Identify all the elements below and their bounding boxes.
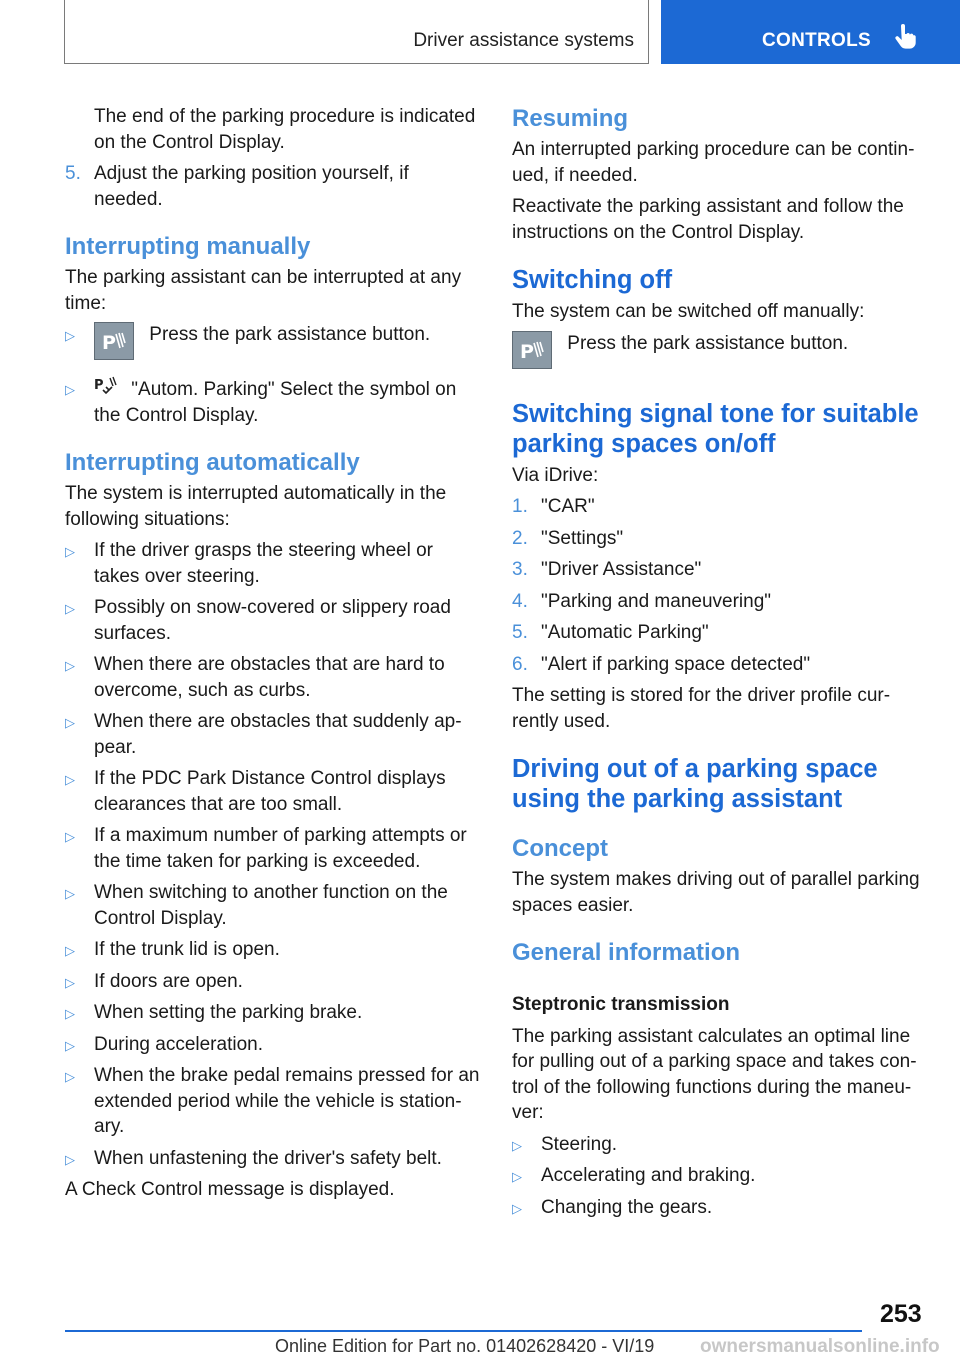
triangle-bullet-icon: ▷ [65,943,75,958]
list-item [512,526,927,552]
subheading-steptronic: Steptronic transmission [512,994,730,1015]
list-item [65,376,480,428]
list-item [65,969,480,995]
list-item-text: When the brake pedal remains pressed for an extended period while the vehicle is stationary. [94,1065,480,1137]
triangle-bullet-icon: ▷ [65,328,75,343]
step-text: "Settings" [541,527,624,549]
list-item-text: Changing the gears. [541,1196,713,1218]
section-heading-signal-tone: Switching signal tone for suitable parking spaces on/off [512,399,919,458]
automatic-intro-text: The system is interrupted automatically in the following situations: [65,483,447,530]
list-item-text: If the PDC Park Distance Control displays clearances that are too small. [94,768,446,815]
list-item [65,161,480,212]
list-item [512,1163,927,1189]
resuming-paragraph-2: Reactivate the parking assistant and follow the instructions on the Control Display. [512,196,904,243]
list-item-text: During acceleration. [94,1033,263,1055]
footer-edition-text: Online Edition for Part no. 01402628420 - VI/19 [275,1336,655,1356]
step-number: 6. [512,653,528,675]
automatic-conditions-list [65,538,480,1171]
triangle-bullet-icon: ▷ [65,715,75,730]
triangle-bullet-icon: ▷ [65,886,75,901]
svg-text:P: P [94,378,104,393]
svg-text:P: P [520,340,534,363]
list-item-text: "Autom. Parking" Select the symbol on the Control Display. [94,379,457,426]
list-item [512,1132,927,1158]
triangle-bullet-icon: ▷ [65,382,75,397]
list-item [512,557,927,583]
step-list-continued [65,161,480,212]
list-item [65,823,480,874]
step-text: "Parking and maneuvering" [541,590,772,612]
left-column [65,104,480,1209]
section-heading-general-information: General information [512,939,741,966]
list-item-text: When setting the parking brake. [94,1002,363,1023]
step-text: "CAR" [541,496,595,517]
list-item [65,709,480,760]
triangle-bullet-icon: ▷ [65,829,75,844]
list-item-text: If the trunk lid is open. [94,939,280,960]
triangle-bullet-icon: ▷ [65,1006,75,1021]
list-item [65,595,480,646]
watermark-text: ownersmanualsonline.info [700,1336,940,1357]
park-assist-button-icon [512,331,552,369]
list-item [65,880,480,931]
switching-off-text: The system can be switched off manually: [512,301,865,322]
manual-options-list [65,322,480,428]
triangle-bullet-icon: ▷ [512,1169,522,1184]
list-item [512,589,927,615]
triangle-bullet-icon: ▷ [65,658,75,673]
triangle-bullet-icon: ▷ [512,1200,522,1216]
step-text: "Automatic Parking" [541,622,709,643]
idrive-steps-list [512,494,927,677]
resuming-paragraph-1: An interrupted parking procedure can be continued, if needed. [512,139,915,186]
page-number: 253 [880,1300,922,1328]
list-item-text: If the driver grasps the steering wheel or takes over steering. [94,540,434,587]
list-item-text: Press the park assistance button. [149,324,431,345]
intro-paragraph: The end of the parking procedure is indicated on the Control Display. [94,106,476,153]
svg-text:P: P [102,332,116,354]
list-item [512,1195,927,1221]
list-item [65,652,480,703]
triangle-bullet-icon: ▷ [65,974,75,990]
list-item [65,1063,480,1140]
list-item-text: When there are obstacles that suddenly appear. [94,711,462,758]
list-item [65,322,480,370]
pointing-hand-icon [894,24,916,50]
concept-text: The system makes driving out of parallel parking spaces easier. [512,869,920,916]
list-item [65,1146,480,1172]
section-heading-concept: Concept [512,835,608,862]
profile-note-text: The setting is stored for the driver profile currently used. [512,685,891,732]
list-item [512,652,927,678]
list-item [512,620,927,646]
triangle-bullet-icon: ▷ [65,1151,75,1167]
list-item-text: When switching to another function on the Control Display. [94,882,448,929]
steptronic-text: The parking assistant calculates an optimal line for pulling out of a parking space and takes control of the following functions during the maneuver: [512,1025,917,1123]
step-text: "Alert if parking space detected" [541,653,811,675]
step-number: 5. [65,163,81,184]
section-heading-resuming: Resuming [512,105,629,132]
switch-off-button-row [512,331,927,379]
via-idrive-text: Via iDrive: [512,464,599,486]
autom-parking-symbol-icon [94,376,120,398]
step-number: 1. [512,496,528,517]
step-text: "Driver Assistance" [541,559,702,580]
list-item [65,937,480,963]
header-chapter-tab [661,0,960,64]
step-number: 4. [512,590,528,612]
step-number: 2. [512,527,528,549]
list-item-text: Possibly on snow-covered or slippery road surfaces. [94,597,451,644]
list-item-text: Accelerating and braking. [541,1165,756,1186]
triangle-bullet-icon: ▷ [512,1137,522,1153]
list-item [65,538,480,589]
triangle-bullet-icon: ▷ [65,1037,75,1053]
section-heading-driving-out: Driving out of a parking space using the parking assistant [512,755,878,813]
step-number: 3. [512,559,528,580]
list-item [65,1032,480,1058]
step-number: 5. [512,622,528,643]
controlled-functions-list [512,1132,927,1221]
step-text: Adjust the parking position yourself, if needed. [94,163,409,210]
list-item-text: If doors are open. [94,970,243,992]
header-section-box [64,0,649,64]
manual-intro-text: The parking assistant can be interrupted at any time: [65,267,462,314]
list-item-text: If a maximum number of parking attempts or the time taken for parking is exceeded. [94,825,467,872]
section-heading-interrupting-automatically: Interrupting automatically [65,449,360,476]
section-heading-switching-off: Switching off [512,266,673,294]
list-item [512,494,927,520]
list-item-text: Steering. [541,1133,618,1155]
list-item [65,766,480,817]
section-heading-interrupting-manually: Interrupting manually [65,233,311,260]
park-assist-button-icon [94,322,134,360]
header-section-title: Driver assistance systems [413,30,634,51]
switch-off-button-text: Press the park assistance button. [567,332,849,354]
list-item-text: When there are obstacles that are hard to overcome, such as curbs. [94,654,445,701]
triangle-bullet-icon: ▷ [65,772,75,787]
triangle-bullet-icon: ▷ [65,601,75,616]
triangle-bullet-icon: ▷ [65,1069,75,1084]
check-control-message-text: A Check Control message is displayed. [65,1179,395,1200]
list-item-text: When unfastening the driver's safety belt. [94,1147,442,1169]
right-column [512,104,927,1226]
triangle-bullet-icon: ▷ [65,544,75,559]
list-item [65,1000,480,1026]
footer-divider [65,1330,862,1332]
header-chapter-label: CONTROLS [762,30,872,51]
